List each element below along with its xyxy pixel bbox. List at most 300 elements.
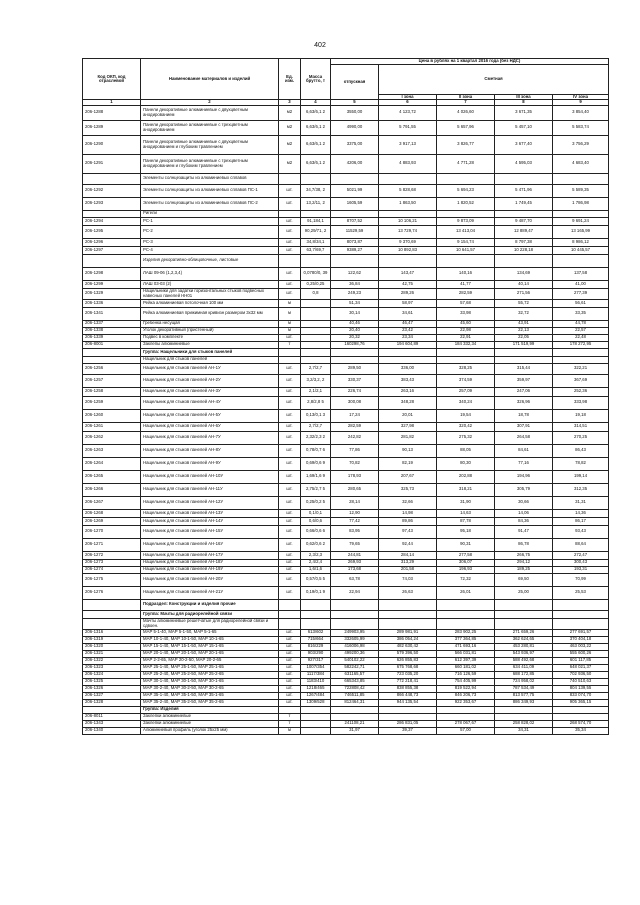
cell-unit: т [279,720,301,727]
cell-code: 206-1272 [83,551,141,559]
cell-release-price: 499200,36 [331,650,379,657]
header-price-title: Цена в рублях на 1 квартал 2016 года (без НДС) [331,59,609,65]
cell-name: Нащельник для стыков панелей АН-15У [141,525,279,538]
cell-zone-1: 20,01 [379,409,437,422]
cell-empty [83,348,141,356]
cell-zone-3: 359,97 [495,374,553,387]
cell-release-price: 242,82 [331,431,379,444]
table-row [83,727,609,734]
cell-code: 206-1339 [83,334,141,341]
cell-empty [83,254,141,267]
cell-unit: шт. [279,496,301,509]
cell-code: 206-1274 [83,566,141,573]
cell-release-price [331,713,379,720]
cell-zone-1: 289,26 [379,288,437,299]
group-title: Нащельник для стыков панелей [141,356,279,363]
cell-name: Нащельник для стыков панелей АН-7У [141,431,279,444]
cell-zone-1: 32,66 [379,496,437,509]
section-title: Группа: Нащельники для стыков панелей [141,348,279,356]
cell-empty [331,348,379,356]
cell-empty [437,618,495,629]
cell-code: 206-1322 [83,657,141,664]
cell-zone-4: 333,98 [553,396,609,409]
table-row [83,341,609,348]
cell-empty [553,356,609,363]
cell-release-price: 160298,76 [331,341,379,348]
cell-release-price: 28,14 [331,496,379,509]
cell-unit: шт. [279,238,301,246]
cell-mass: 0,69/0,6 9 [301,457,331,470]
cell-name: МАР 15-1-40, МАР 15-1-50, МАР 15-1-65 [141,643,279,650]
cell-code: 206-1273 [83,559,141,566]
cell-unit: шт. [279,374,301,387]
cell-empty [301,618,331,629]
cell-zone-3: 787 534,49 [495,685,553,692]
cell-zone-3: 543 936,97 [495,650,553,657]
cell-zone-3: 25,00 [495,586,553,599]
cell-zone-4: 31,31 [553,496,609,509]
cell-zone-1: 10 892,83 [379,246,437,254]
cell-release-price: 20,40 [331,327,379,334]
cell-zone-4: 268 574,70 [553,720,609,727]
cell-zone-4: 86,43 [553,444,609,457]
cell-mass: 63,7/69,7 [301,246,331,254]
cell-zone-1: 201,58 [379,566,437,573]
col-number: 8 [495,100,553,106]
cell-code: 206-1258 [83,387,141,396]
cell-release-price: 77,42 [331,517,379,525]
cell-zone-1: 289 981,91 [379,629,437,636]
cell-zone-4: 56,61 [553,299,609,307]
cell-empty [83,618,141,629]
table-row [83,238,609,246]
cell-release-price: 540102,22 [331,657,379,664]
cell-zone-3: 189,25 [495,566,553,573]
cell-mass: 2,7/2,7 [301,422,331,431]
cell-zone-1: 327,98 [379,422,437,431]
cell-zone-2: 328,25 [437,363,495,374]
cell-zone-1: 772 218,41 [379,678,437,685]
cell-mass [301,327,331,334]
section-row [83,348,609,356]
cell-mass: 0,0780/0, 39 [301,267,331,280]
cell-zone-4: 3 854,40 [553,105,609,120]
cell-code: 206-1266 [83,483,141,496]
cell-release-price: 30,14 [331,307,379,320]
cell-mass: 0,1/0,1 [301,509,331,517]
cell-zone-2: 41,77 [437,280,495,288]
table-row [83,573,609,586]
cell-zone-4: 300,43 [553,559,609,566]
cell-zone-2: 278 067,67 [437,720,495,727]
cell-zone-2: 277,58 [437,551,495,559]
cell-name: Нащельник для стыков панелей АН-12У [141,496,279,509]
cell-empty [279,610,301,618]
cell-code: 206-1256 [83,363,141,374]
cell-mass: 903/290 [301,650,331,657]
cell-zone-2: 320,42 [437,422,495,431]
cell-zone-2: 9 873,09 [437,217,495,225]
cell-mass [301,341,331,348]
cell-mass: 34,7/38, 2 [301,184,331,197]
cell-zone-4: 367,69 [553,374,609,387]
cell-mass: 0,62/0,6 2 [301,538,331,551]
cell-zone-1: 482 630,42 [379,643,437,650]
cell-empty [437,254,495,267]
cell-empty [553,210,609,217]
cell-zone-3: 305,79 [495,483,553,496]
cell-unit: шт. [279,685,301,692]
table-row [83,650,609,657]
cell-zone-2 [437,713,495,720]
table-row [83,299,609,307]
cell-release-price: 249,23 [331,288,379,299]
cell-empty [83,599,141,610]
cell-empty [83,356,141,363]
cell-empty [553,618,609,629]
cell-zone-2: 340,24 [437,396,495,409]
cell-zone-4: 10 445,57 [553,246,609,254]
cell-zone-1: 3 917,13 [379,135,437,154]
cell-zone-4: 25,53 [553,586,609,599]
cell-zone-2: 87,78 [437,517,495,525]
cell-zone-1: 90,13 [379,444,437,457]
cell-zone-4: 70,99 [553,573,609,586]
table-row [83,720,609,727]
cell-zone-1: 313,29 [379,559,437,566]
cell-zone-4: 463 003,22 [553,643,609,650]
cell-release-price: 8073,87 [331,238,379,246]
cell-zone-3: 307,91 [495,422,553,431]
cell-mass: 2,8/2,8 5 [301,396,331,409]
cell-zone-4: 601 117,85 [553,657,609,664]
cell-unit: т [279,713,301,720]
cell-empty [495,599,553,610]
header-release: отпускная [331,64,379,100]
cell-code: 206-1275 [83,573,141,586]
cell-zone-4: 370 404,18 [553,636,609,643]
table-row [83,671,609,678]
table-row [83,692,609,699]
cell-code: 206-1270 [83,525,141,538]
cell-code: 206-1269 [83,517,141,525]
cell-release-price: 226,74 [331,387,379,396]
cell-empty [83,173,141,184]
cell-zone-2: 846 206,73 [437,692,495,699]
table-row [83,483,609,496]
cell-code: 206-1328 [83,699,141,706]
cell-zone-2: 716 126,59 [437,671,495,678]
cell-code: 206-1338 [83,327,141,334]
cell-name: Нащельник для стыков панелей АН-3У [141,387,279,396]
cell-zone-1: 82,19 [379,457,437,470]
cell-mass: 0,78/0,7 6 [301,444,331,457]
cell-zone-1: 263,16 [379,387,437,396]
cell-zone-4: 322,21 [553,363,609,374]
table-row [83,217,609,225]
cell-code: 206-8011 [83,713,141,720]
cell-unit: м [279,327,301,334]
cell-name: Нащельники для задатки горизонтальных стыков подвесных навесных панелей НН01 [141,288,279,299]
cell-name: Нащельник для стыков панелей АН-10У [141,470,279,483]
cell-zone-1: 9 370,69 [379,238,437,246]
cell-mass: 1218/465 [301,685,331,692]
cell-unit: шт. [279,573,301,586]
cell-zone-2: 80,30 [437,457,495,470]
cell-unit: шт. [279,650,301,657]
table-row [83,457,609,470]
cell-mass: 1117/384 [301,671,331,678]
cell-zone-4: 78,82 [553,457,609,470]
cell-code: 206-1267 [83,496,141,509]
cell-empty [331,173,379,184]
cell-mass: 90,29/71, 2 [301,225,331,238]
table-row [83,657,609,664]
cell-zone-4: 314,51 [553,422,609,431]
cell-zone-3: 453 280,81 [495,643,553,650]
cell-zone-2: 22,98 [437,327,495,334]
cell-zone-1: 944 135,54 [379,699,437,706]
cell-mass: 1309/528 [301,699,331,706]
cell-zone-4: 277,39 [553,288,609,299]
cell-mass: 1267/484 [301,692,331,699]
cell-code: 206-1336 [83,299,141,307]
price-table-body [83,59,609,735]
table-row [83,699,609,706]
cell-name: Панели декоративные алюминиевые с трехцветным анодированием [141,120,279,135]
cell-zone-3: 886 349,93 [495,699,553,706]
header-name: Наименование материалов и изделий [141,59,279,100]
cell-release-price: 241108,21 [331,720,379,727]
cell-zone-2: 5 657,96 [437,120,495,135]
table-row [83,374,609,387]
cell-zone-2: 306,07 [437,559,495,566]
cell-empty [437,599,495,610]
cell-zone-2: 88,05 [437,444,495,457]
cell-name: Нащельник для стыков панелей АН-11У [141,483,279,496]
cell-empty [301,356,331,363]
cell-name: Рейка алюминиевая потолочная 100 мм [141,299,279,307]
table-row [83,525,609,538]
cell-release-price: 280,65 [331,483,379,496]
cell-release-price: 1605,59 [331,197,379,210]
col-number: 3 [279,100,301,106]
cell-zone-3: 271 659,26 [495,629,553,636]
cell-unit: м2 [279,154,301,173]
cell-zone-3: 5 471,96 [495,184,553,197]
cell-zone-1: 42,75 [379,280,437,288]
cell-empty [331,706,379,713]
cell-empty [279,706,301,713]
cell-unit: шт. [279,517,301,525]
cell-zone-2: 196,93 [437,566,495,573]
cell-zone-4: 8 986,12 [553,238,609,246]
cell-zone-2: 57,00 [437,727,495,734]
cell-mass: 3,2/3,2, 2 [301,374,331,387]
cell-empty [379,599,437,610]
cell-zone-4: 178 272,95 [553,341,609,348]
cell-empty [279,618,301,629]
cell-release-price: 79,65 [331,538,379,551]
cell-zone-1: 207,67 [379,470,437,483]
cell-code: 206-1326 [83,685,141,692]
cell-zone-2: 275,32 [437,431,495,444]
cell-zone-3: 171 519,99 [495,341,553,348]
cell-zone-4: 1 786,98 [553,197,609,210]
cell-zone-4: 252,36 [553,387,609,396]
cell-zone-1: 5 828,68 [379,184,437,197]
table-row [83,517,609,525]
cell-empty [83,210,141,217]
section-title: Подраздел: Конструкции и изделия прочие [141,599,279,610]
cell-zone-1: 281,82 [379,431,437,444]
cell-code: 206-1299 [83,280,141,288]
table-row [83,363,609,374]
cell-release-price: 416006,98 [331,643,379,650]
cell-mass: 715/664 [301,636,331,643]
cell-zone-3: 22,05 [495,334,553,341]
cell-mass: 2,32/2,3 2 [301,431,331,444]
cell-name: МАР 25-1-40, МАР 25-1-50, МАР 25-1-65 [141,664,279,671]
cell-zone-3: 258 828,02 [495,720,553,727]
cell-empty [379,706,437,713]
cell-empty [301,706,331,713]
cell-zone-4: 312,35 [553,483,609,496]
table-row [83,431,609,444]
cell-zone-1: 383,43 [379,374,437,387]
cell-empty [279,599,301,610]
cell-zone-4: 277 691,57 [553,629,609,636]
cell-name: Нащельник для стыков панелей АН-14У [141,517,279,525]
cell-code: 206-1320 [83,643,141,650]
section-row [83,610,609,618]
section-title: Группа: Изделия [141,706,279,713]
cell-code: 206-1341 [83,307,141,320]
cell-name: РС-1 [141,217,279,225]
cell-zone-3: 588 492,68 [495,657,553,664]
cell-code: 206-1321 [83,650,141,657]
cell-release-price: 9389,27 [331,246,379,254]
col-number: 4 [301,100,331,106]
cell-name: Нащельник для стыков панелей АН-1У [141,363,279,374]
cell-unit: м2 [279,105,301,120]
cell-code: 206-1296 [83,238,141,246]
cell-release-price: 5021,99 [331,184,379,197]
cell-name: Нащельник для стыков панелей АН-5У [141,409,279,422]
cell-empty [495,706,553,713]
cell-zone-1: 336,00 [379,363,437,374]
cell-zone-4: 272,47 [553,551,609,559]
cell-zone-1: 89,86 [379,517,437,525]
cell-empty [331,599,379,610]
cell-name: МАР 30-1-40, МАР 30-1-50, МАР 30-1-65 [141,678,279,685]
cell-empty [495,610,553,618]
cell-mass: 0,19/0,1 9 [301,586,331,599]
cell-zone-1: 23,42 [379,327,437,334]
cell-code: 206-1276 [83,586,141,599]
cell-release-price: 812464,31 [331,699,379,706]
cell-name: Нащельник для стыков панелей АН-19У [141,566,279,573]
cell-unit: м [279,727,301,734]
cell-zone-3: 43,91 [495,320,553,327]
cell-zone-2: 819 522,94 [437,685,495,692]
table-row [83,387,609,396]
cell-code: 206-1323 [83,664,141,671]
cell-zone-2: 10 641,57 [437,246,495,254]
cell-mass: 0,6/0,6 [301,517,331,525]
cell-code: 206-1261 [83,422,141,431]
cell-zone-4: 905 365,15 [553,699,609,706]
cell-name: Панели декоративные алюминиевые с двухцветным анодированием [141,105,279,120]
cell-zone-2: 282,59 [437,288,495,299]
table-row [83,327,609,334]
cell-code: 206-1260 [83,409,141,422]
cell-empty [331,210,379,217]
cell-zone-4: 22,57 [553,327,609,334]
cell-zone-3: 688 172,85 [495,671,553,678]
group-title: Ригели [141,210,279,217]
cell-zone-2: 9 154,74 [437,238,495,246]
group-row [83,356,609,363]
cell-zone-3: 3 671,35 [495,105,553,120]
cell-zone-1: 1 863,50 [379,197,437,210]
cell-zone-3: 634 411,09 [495,664,553,671]
cell-zone-4: 35,34 [553,727,609,734]
cell-zone-1: 194 604,89 [379,341,437,348]
cell-unit: шт. [279,444,301,457]
cell-release-price: 173,68 [331,566,379,573]
cell-empty [331,618,379,629]
cell-code: 206-1327 [83,692,141,699]
cell-empty [83,610,141,618]
table-row [83,197,609,210]
cell-code: 206-1290 [83,135,141,154]
cell-zone-3: 266,75 [495,551,553,559]
cell-name: Нащельник для стыков панелей АН-6У [141,422,279,431]
cell-zone-2: 3 826,77 [437,135,495,154]
cell-zone-3: 34,31 [495,727,553,734]
cell-zone-4: 555 600,26 [553,650,609,657]
cell-zone-4: 804 139,55 [553,685,609,692]
cell-release-price: 83,95 [331,525,379,538]
cell-release-price: 330,37 [331,374,379,387]
cell-unit: шт. [279,184,301,197]
cell-empty [437,706,495,713]
cell-name: МАР 35-1-40, МАР 35-1-50, МАР 35-1-65 [141,692,279,699]
header-zone-4: IV зона [553,94,609,100]
cell-empty [495,348,553,356]
cell-mass [301,320,331,327]
cell-empty [279,348,301,356]
table-row [83,422,609,431]
cell-unit: м [279,320,301,327]
cell-release-price: 582242,71 [331,664,379,671]
cell-zone-3: 724 958,02 [495,678,553,685]
header-zone-2: II зона [437,94,495,100]
table-row [83,184,609,197]
cell-unit: шт. [279,288,301,299]
cell-mass [301,334,331,341]
cell-zone-3: 91,47 [495,525,553,538]
table-row [83,334,609,341]
cell-empty [83,706,141,713]
cell-code: 206-1294 [83,217,141,225]
cell-empty [279,356,301,363]
cell-zone-1: 386 054,24 [379,636,437,643]
cell-name: Панели декоративные алюминиевые с трехцветным анодированием и глубоким травлением [141,154,279,173]
cell-release-price: 269,93 [331,559,379,566]
cell-unit: шт. [279,457,301,470]
